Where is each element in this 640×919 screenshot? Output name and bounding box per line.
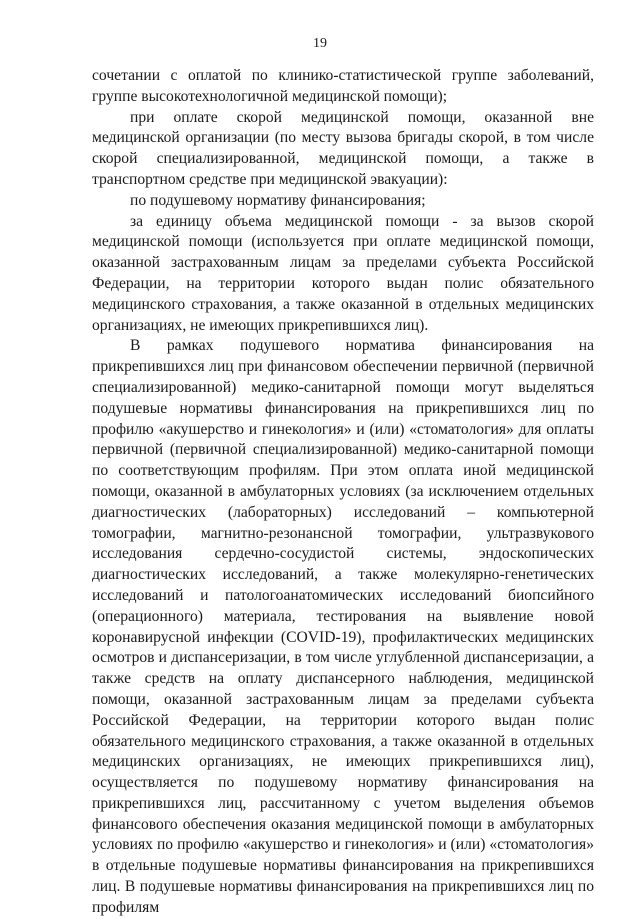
paragraph-per-capita: по подушевому нормативу финансирования; xyxy=(130,191,426,209)
paragraph-per-call: за единицу объема медицинской помощи - за вызов скорой медицинской помощи (используется при оплате медицинской помощи, оказанной застрахованным лицам за пределами субъекта Российской Федерации, на территории которого выдан полис обязательного медицинского страхования, а также оказанной в отдельных медицинских организациях, не имеющих прикрепившихся лиц). xyxy=(92,212,594,334)
paragraph-attached-persons: В рамках подушевого норматива финансирования на прикрепившихся лиц при финансовом обеспечении первичной (первичной специализированной) медико-санитарной помощи могут выделяться подушевые нормативы финансирования на прикрепившихся лиц по профилю «акушерство и гинекология» и (или) «стоматология» для оплаты первичной (первичной специализированной) медико-санитарной помощи по соответствующим профилям. При этом оплата иной медицинской помощи, оказанной в амбулаторных условиях (за исключением отдельных диагностических (лабораторных) исследований – компьютерной томографии, магнитно-резонансной томографии, ультразвукового исследования сердечно-сосудистой системы, эндоскопических диагностических исследований, а также молекулярно-генетических исследований и патологоанатомических исследований биопсийного (операционного) материала, тестирования на выявление новой коронавирусной инфекции (COVID-19), профилактических медицинских осмотров и диспансеризации, в том числе углубленной диспансеризации, а также средств на оплату диспансерного наблюдения, медицинской помощи, оказанной застрахованным лицам за пределами субъекта Российской Федерации, на территории которого выдан полис обязательного медицинского страхования, а также оказанной в отдельных медицинских организациях, не имеющих прикрепившихся лиц), осуществляется по подушевому нормативу финансирования на прикрепившихся лиц, рассчитанному с учетом выделения объемов финансового обеспечения оказания медицинской помощи в амбулаторных условиях по профилю «акушерство и гинекология» и (или) «стоматология» в отдельные подушевые нормативы финансирования на прикрепившихся лиц. В подушевые нормативы финансирования на прикрепившихся лиц по профилям xyxy=(92,337,594,916)
paragraph-ambulance-payment: при оплате скорой медицинской помощи, оказанной вне медицинской организации (по месту вызова бригады скорой, в том числе скорой специализированной, медицинской помощи, а также в транспортном средстве при медицинской эвакуации): xyxy=(92,108,594,188)
paragraph-continuation: сочетании с оплатой по клинико-статистической группе заболеваний, группе высокотехнологичной медицинской помощи); xyxy=(92,67,594,105)
page-number: 19 xyxy=(313,36,327,51)
body-text xyxy=(92,66,594,919)
